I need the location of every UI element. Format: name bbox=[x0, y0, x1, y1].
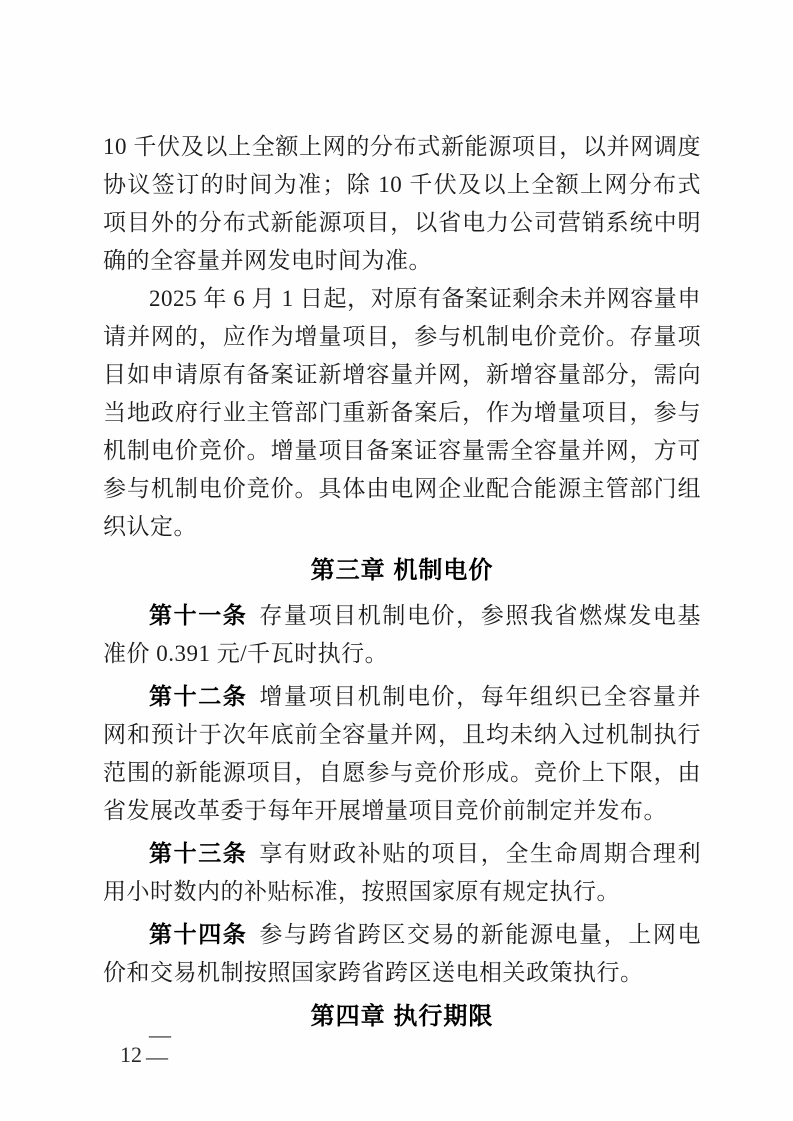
document-body bbox=[103, 128, 701, 1042]
chapter-heading-3: 第三章 机制电价 bbox=[310, 557, 494, 584]
article-13-text: 享有财政补贴的项目，全生命周期合理利用小时数内的补贴标准，按照国家原有规定执行。 bbox=[103, 841, 702, 904]
article-11-label: 第十一条 bbox=[149, 602, 248, 628]
article-13-label: 第十三条 bbox=[149, 840, 248, 866]
body-paragraph-2025-rule: 2025 年 6 月 1 日起，对原有备案证剩余未并网容量申请并网的，应作为增量项目，参与机制电价竞价。存量项目如申请原有备案证新增容量并网，新增容量部分，需向当地政府行业主管部门重新备案后，作为增量项目，参与机制电价竞价。增量项目备案证容量需全容量并网，方可参与机制电价竞价。具体由电网企业配合能源主管部门组织认定。 bbox=[103, 286, 701, 539]
footer-dash-lower: — bbox=[146, 1044, 168, 1069]
article-14-text: 参与跨省跨区交易的新能源电量，上网电价和交易机制按照国家跨省跨区送电相关政策执行。 bbox=[103, 922, 702, 985]
article-12-label: 第十二条 bbox=[149, 683, 248, 709]
article-12 bbox=[103, 677, 701, 830]
footer-page-number: 12 bbox=[120, 1042, 142, 1067]
article-11-text: 存量项目机制电价，参照我省燃煤发电基准价 0.391 元/千瓦时执行。 bbox=[103, 603, 702, 666]
article-14 bbox=[103, 915, 701, 992]
article-12-text: 增量项目机制电价，每年组织已全容量并网和预计于次年底前全容量并网，且均未纳入过机制执行范围的新能源项目，自愿参与竞价形成。竞价上下限，由省发展改革委于每年开展增量项目竞价前制定并发布。 bbox=[103, 684, 702, 823]
article-11 bbox=[103, 596, 701, 673]
article-14-label: 第十四条 bbox=[149, 921, 248, 947]
body-paragraph-continuation: 10 千伏及以上全额上网的分布式新能源项目，以并网调度协议签订的时间为准；除 10 千伏及以上全额上网分布式项目外的分布式新能源项目，以省电力公司营销系统中明确的全容量并网发电时间为准。 bbox=[103, 134, 701, 273]
article-13 bbox=[103, 834, 701, 911]
footer-dash-upper: — bbox=[149, 1022, 171, 1047]
chapter-heading-4: 第四章 执行期限 bbox=[310, 1003, 494, 1030]
